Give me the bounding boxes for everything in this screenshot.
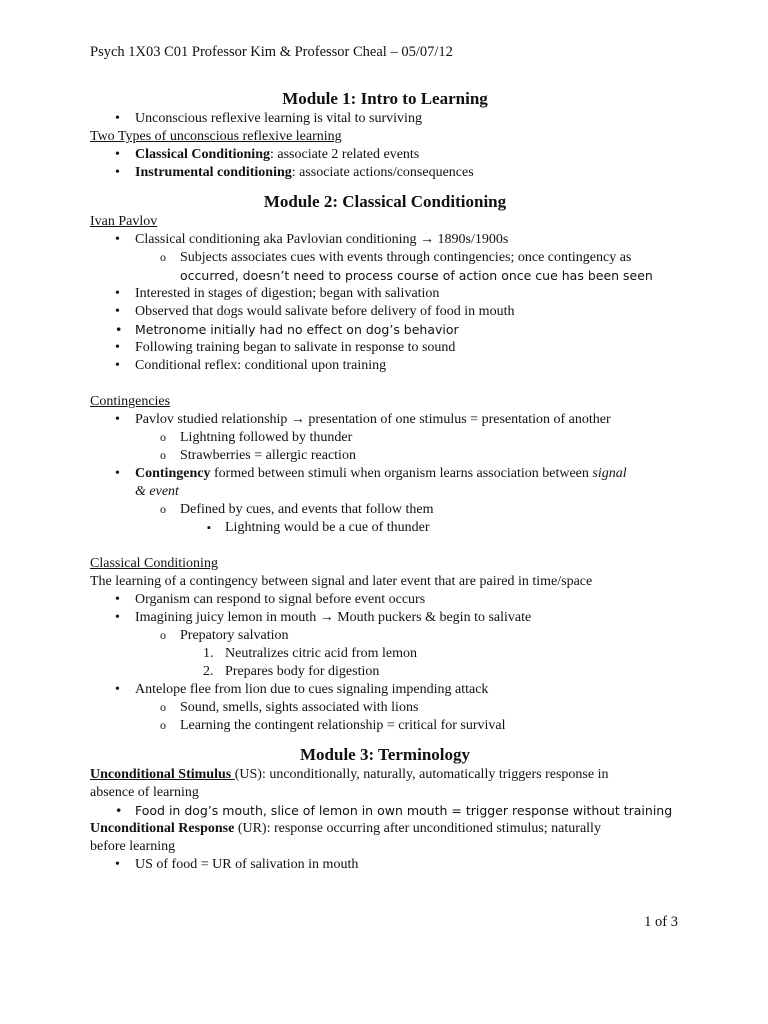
list-item: • US of food = UR of salivation in mouth <box>90 856 680 874</box>
definition: (US): unconditionally, naturally, automatically triggers response in <box>234 767 609 782</box>
list-item: • Pavlov studied relationship → presentation of one stimulus = presentation of another <box>90 411 680 429</box>
pavlov-list <box>90 231 680 375</box>
us-list <box>90 802 680 820</box>
list-item: ▪ Lightning would be a cue of thunder <box>90 519 680 537</box>
subheading: Classical Conditioning <box>90 556 218 571</box>
list-item: o Defined by cues, and events that follow them <box>90 501 680 519</box>
list-item <box>90 146 680 164</box>
definition: : associate 2 related events <box>269 147 420 162</box>
term: Unconditional Response <box>90 821 235 836</box>
subheading: Contingencies <box>90 394 171 409</box>
list-item: o Strawberries = allergic reaction <box>90 447 680 465</box>
module-3-title: Module 3: Terminology <box>299 745 470 764</box>
list-item: • Unconscious reflexive learning is vital to surviving <box>90 110 680 128</box>
contingencies-list <box>90 411 680 537</box>
list-item: • Imagining juicy lemon in mouth → Mouth puckers & begin to salivate <box>90 609 680 627</box>
term: Instrumental conditioning <box>135 165 292 180</box>
list-item: • Food in dog’s mouth, slice of lemon in own mouth = trigger response without training <box>90 802 680 820</box>
module-1-list <box>90 110 680 128</box>
italic-term: & event <box>135 484 179 499</box>
page-number: 1 of 3 <box>644 914 678 930</box>
list-item: o Prepatory salvation <box>90 627 680 645</box>
term: Unconditional Stimulus <box>90 767 235 782</box>
list-item: • Antelope flee from lion due to cues signaling impending attack <box>90 681 680 699</box>
list-item: • Classical conditioning aka Pavlovian conditioning → 1890s/1900s <box>90 231 680 249</box>
list-item <box>90 465 680 501</box>
list-item: o Subjects associates cues with events through contingencies; once contingency as <box>90 249 680 267</box>
list-item: • Interested in stages of digestion; began with salivation <box>90 285 680 303</box>
subheading: Ivan Pavlov <box>90 214 158 229</box>
module-2-title: Module 2: Classical Conditioning <box>263 192 507 211</box>
ur-list <box>90 856 680 874</box>
list-item: o Sound, smells, sights associated with lions <box>90 699 680 717</box>
page-header: Psych 1X03 C01 Professor Kim & Professor Cheal – 05/07/12 <box>90 44 453 60</box>
list-item: • Metronome initially had no effect on dog’s behavior <box>90 321 680 339</box>
term-definition <box>90 766 680 784</box>
list-item <box>90 164 680 182</box>
module-1-title: Module 1: Intro to Learning <box>282 89 488 108</box>
term: Classical Conditioning <box>135 147 270 162</box>
module-1-types-list <box>90 146 680 182</box>
term-definition <box>90 820 680 838</box>
list-item: • Observed that dogs would salivate before delivery of food in mouth <box>90 303 680 321</box>
definition-continuation: before learning <box>90 839 176 854</box>
number-label: 2. <box>203 664 214 679</box>
item-text: Prepares body for digestion <box>225 664 380 679</box>
numbered-item <box>90 663 680 681</box>
list-item: • Organism can respond to signal before event occurs <box>90 591 680 609</box>
definition-paragraph: The learning of a contingency between signal and later event that are paired in time/space <box>90 574 593 589</box>
document-body <box>90 88 680 874</box>
list-item-continuation: occurred, doesn’t need to process course of action once cue has been seen <box>180 268 653 283</box>
list-item: o Learning the contingent relationship = critical for survival <box>90 717 680 735</box>
classical-conditioning-list <box>90 591 680 735</box>
list-item: • Following training began to salivate in response to sound <box>90 339 680 357</box>
number-label: 1. <box>203 646 214 661</box>
list-item: • Conditional reflex: conditional upon training <box>90 357 680 375</box>
definition: (UR): response occurring after unconditioned stimulus; naturally <box>234 821 601 836</box>
list-item: o Lightning followed by thunder <box>90 429 680 447</box>
definition-continuation: absence of learning <box>90 785 199 800</box>
italic-term: signal <box>592 466 627 481</box>
numbered-item <box>90 645 680 663</box>
subheading: Two Types of unconscious reflexive learning <box>90 129 342 144</box>
definition: : associate actions/consequences <box>291 165 474 180</box>
term: Contingency <box>135 466 211 481</box>
definition: formed between stimuli when organism learns association between <box>210 466 593 481</box>
item-text: Neutralizes citric acid from lemon <box>225 646 418 661</box>
